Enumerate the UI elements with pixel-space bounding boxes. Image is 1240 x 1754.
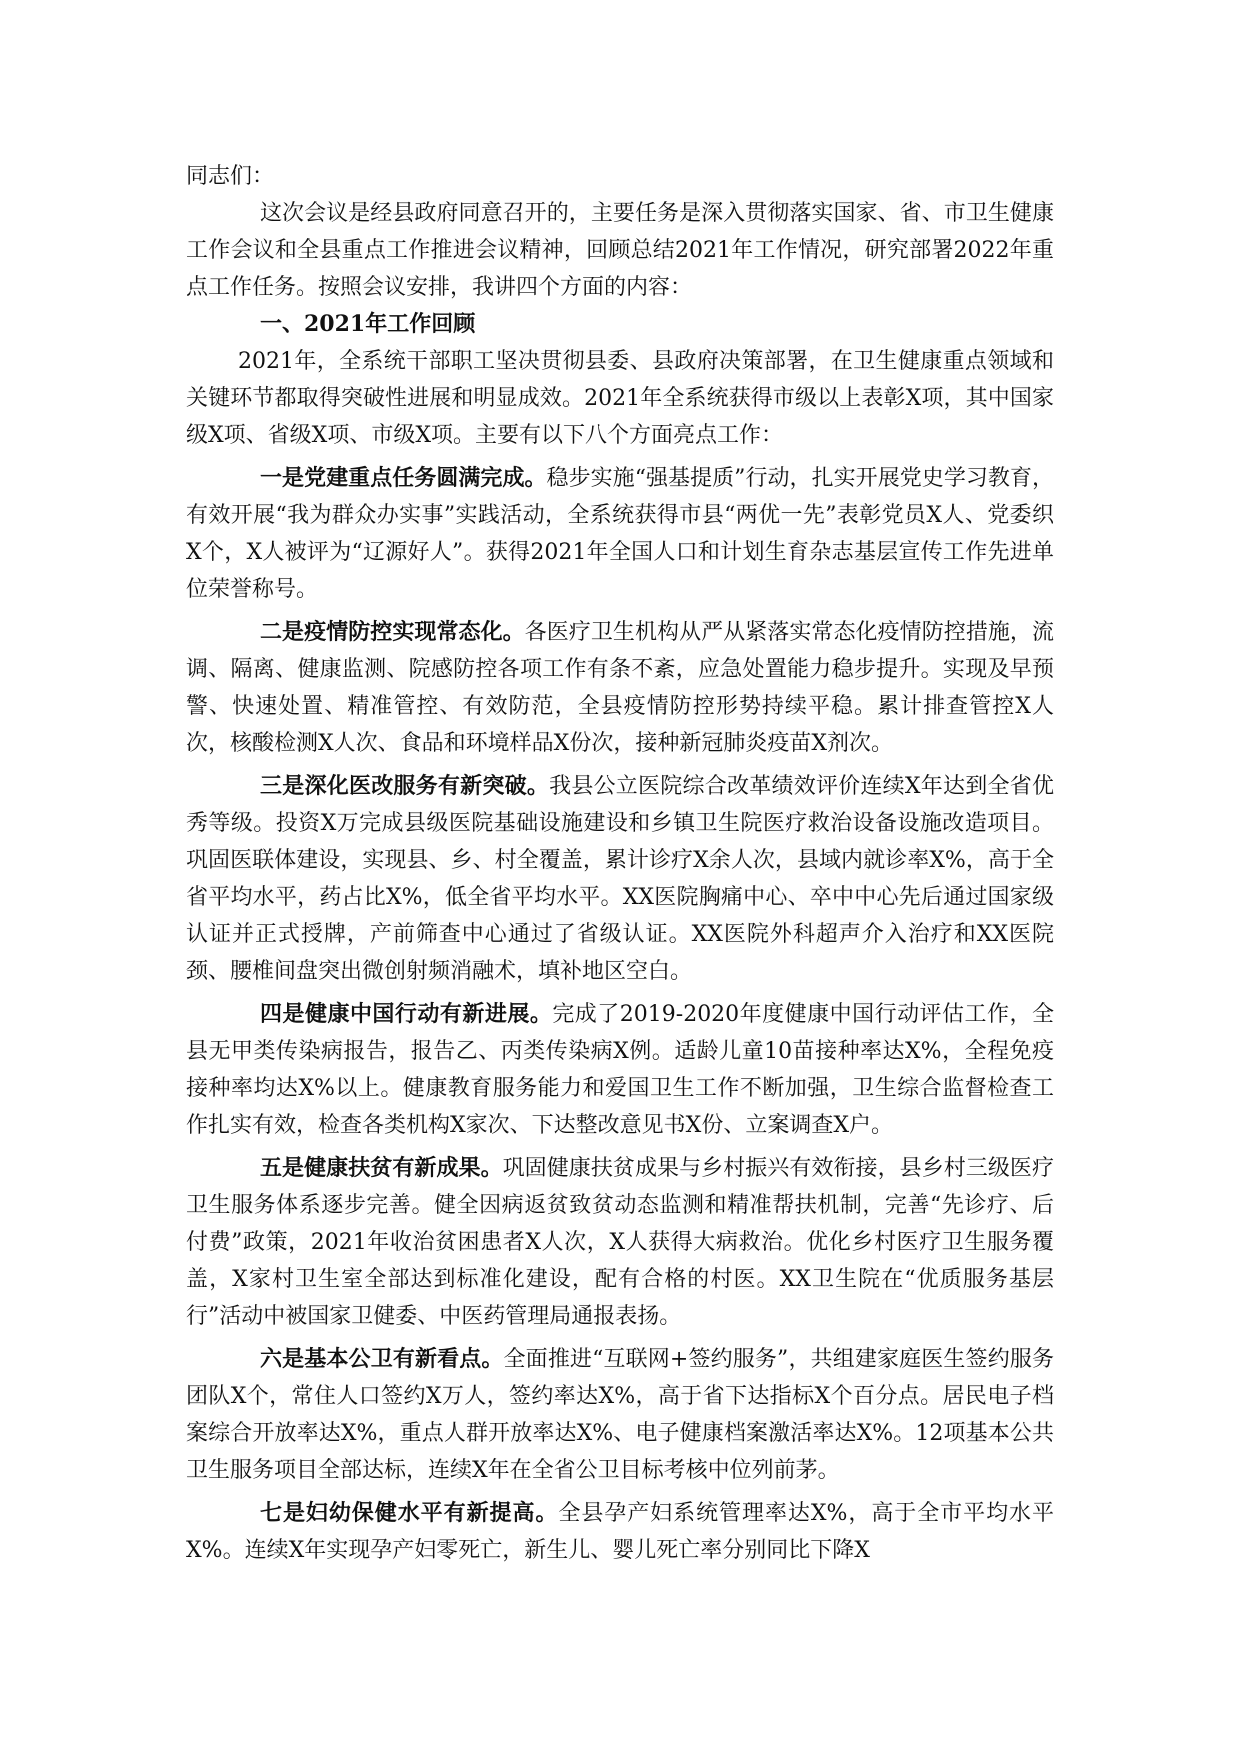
point-lead-3: 三是深化医改服务有新突破。 (260, 773, 550, 799)
point-text-6: 全面推进“互联网+签约服务”，共组建家庭医生签约服务团队X个，常住人口签约X万人，签约率达X%，高于省下达指标X个百分点。居民电子档案综合开放率达X%，重点人群开放率达X%、电子健康档案激活率达X%。12项基本公共卫生服务项目全部达标，连续X年在全省公卫目标考核中位列前茅。 (186, 1347, 1054, 1483)
point-paragraph-3 (186, 768, 1054, 990)
point-text-7: 全县孕产妇系统管理率达X%，高于全市平均水平X%。连续X年实现孕产妇零死亡，新生儿、婴儿死亡率分别同比下降X (186, 1501, 1054, 1563)
point-text-4: 完成了2019-2020年度健康中国行动评估工作，全县无甲类传染病报告，报告乙、丙类传染病X例。适龄儿童10苗接种率达X%，全程免疫接种率均达X%以上。健康教育服务能力和爱国卫生工作不断加强，卫生综合监督检查工作扎实有效，检查各类机构X家次、下达整改意见书X份、立案调查X户。 (186, 1002, 1054, 1138)
point-lead-5: 五是健康扶贫有新成果。 (260, 1155, 503, 1181)
point-paragraph-1 (186, 460, 1054, 608)
point-lead-1: 一是党建重点任务圆满完成。 (260, 465, 547, 491)
point-text-1: 稳步实施“强基提质”行动，扎实开展党史学习教育，有效开展“我为群众办实事”实践活动，全系统获得市县“两优一先”表彰党员X人、党委织X个，X人被评为“辽源好人”。获得2021年全国人口和计划生育杂志基层宣传工作先进单位荣誉称号。 (186, 466, 1054, 602)
point-paragraph-5 (186, 1150, 1054, 1335)
point-text-2: 各医疗卫生机构从严从紧落实常态化疫情防控措施，流调、隔离、健康监测、院感防控各项工作有条不紊，应急处置能力稳步提升。实现及早预警、快速处置、精准管控、有效防范，全县疫情防控形势持续平稳。累计排查管控X人次，核酸检测X人次、食品和环境样品X份次，接种新冠肺炎疫苗X剂次。 (186, 620, 1054, 756)
point-paragraph-2 (186, 614, 1054, 762)
point-lead-7: 七是妇幼保健水平有新提高。 (260, 1500, 559, 1526)
point-text-3: 我县公立医院综合改革绩效评价连续X年达到全省优秀等级。投资X万完成县级医院基础设施建设和乡镇卫生院医疗救治设备设施改造项目。巩固医联体建设，实现县、乡、村全覆盖，累计诊疗X余人次，县域内就诊率X%，高于全省平均水平，药占比X%，低全省平均水平。XX医院胸痛中心、卒中中心先后通过国家级认证并正式授牌，产前筛查中心通过了省级认证。XX医院外科超声介入治疗和XX医院颈、腰椎间盘突出微创射频消融术，填补地区空白。 (186, 774, 1054, 984)
point-lead-6: 六是基本公卫有新看点。 (260, 1346, 504, 1372)
point-lead-2: 二是疫情防控实现常态化。 (260, 619, 525, 645)
section-heading: 一、2021年工作回顾 (260, 311, 476, 337)
point-paragraph-7 (186, 1495, 1054, 1569)
point-lead-4: 四是健康中国行动有新进展。 (260, 1001, 553, 1027)
greeting: 同志们： (186, 164, 275, 189)
point-text-5: 巩固健康扶贫成果与乡村振兴有效衔接，县乡村三级医疗卫生服务体系逐步完善。健全因病返贫致贫动态监测和精准帮扶机制，完善“先诊疗、后付费”政策，2021年收治贫困患者X人次，X人获得大病救治。优化乡村医疗卫生服务覆盖，X家村卫生室全部达到标准化建设，配有合格的村医。XX卫生院在“优质服务基层行”活动中被国家卫健委、中医药管理局通报表扬。 (186, 1156, 1054, 1329)
document-body (186, 158, 1054, 1569)
point-paragraph-6 (186, 1341, 1054, 1489)
point-paragraph-4 (186, 996, 1054, 1144)
intro-paragraph: 这次会议是经县政府同意召开的，主要任务是深入贯彻落实国家、省、市卫生健康工作会议和全县重点工作推进会议精神，回顾总结2021年工作情况，研究部署2022年重点工作任务。按照会议安排，我讲四个方面的内容： (186, 201, 1054, 300)
section-summary: 2021年，全系统干部职工坚决贯彻县委、县政府决策部署，在卫生健康重点领域和关键环节都取得突破性进展和明显成效。2021年全系统获得市级以上表彰X项，其中国家级X项、省级X项、市级X项。主要有以下八个方面亮点工作： (186, 349, 1054, 448)
